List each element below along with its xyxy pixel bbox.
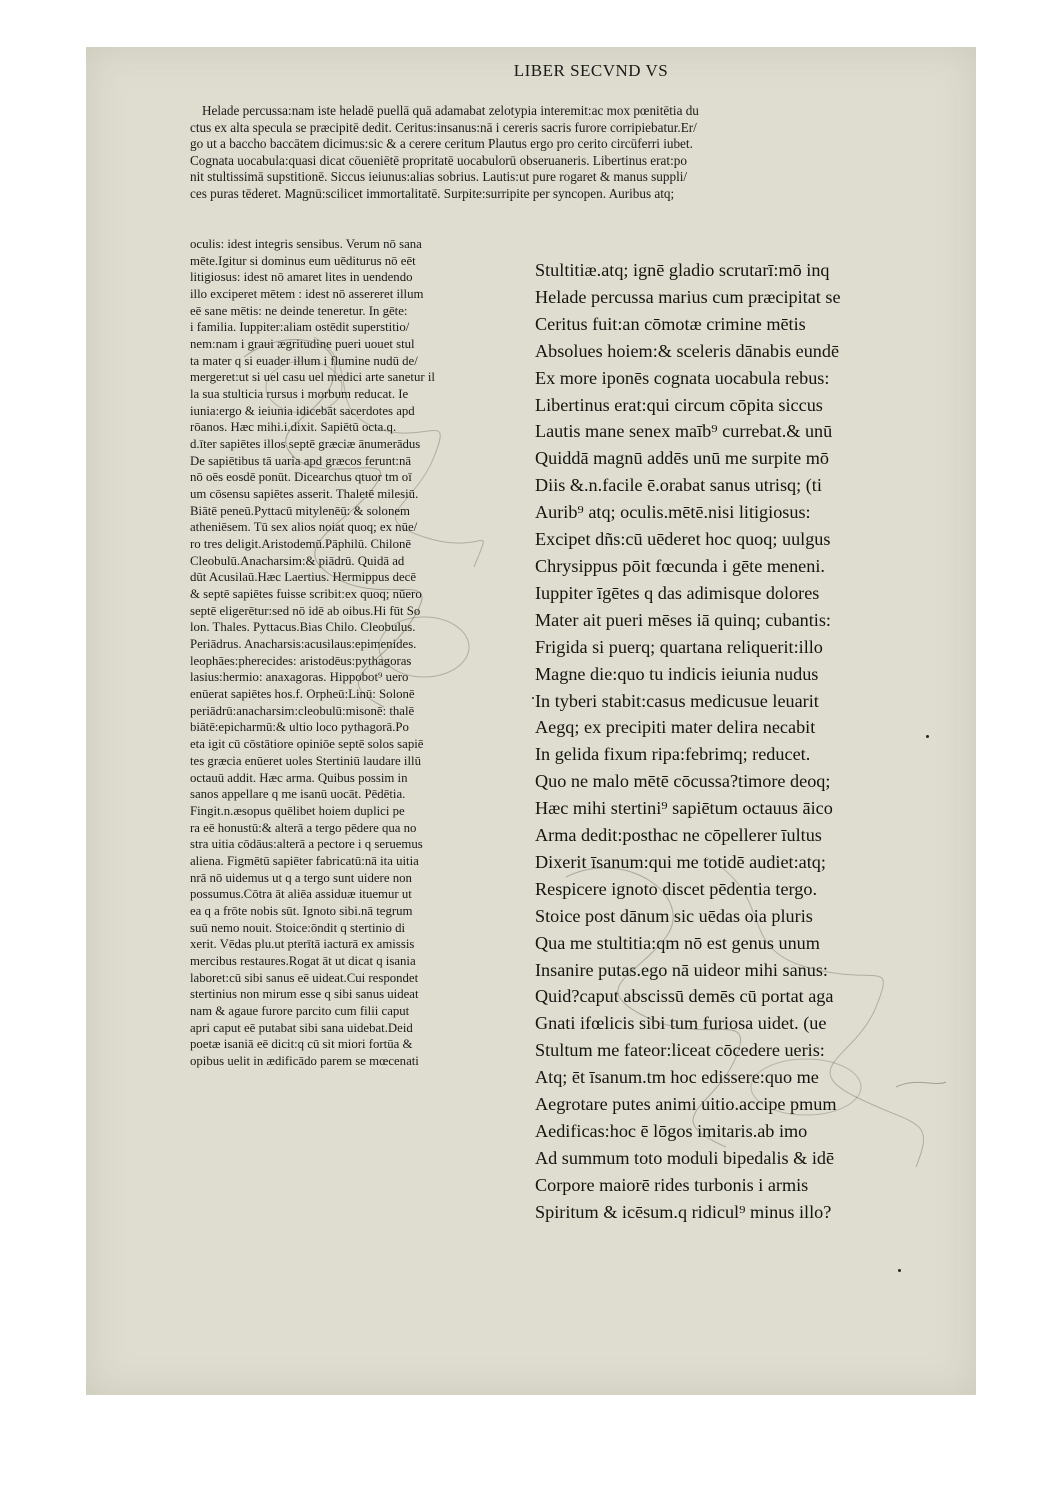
verse-line: Arma dedit:posthac ne cōpellerer īultus [535,825,822,846]
verse-line: Magne die:quo tu indicis ieiunia nudus [535,663,819,684]
commentary-line: nō oēs eosdē ponūt. Dicearchus qtuor tm oī [190,470,412,485]
commentary-line: stra uitia cōdāus:alterā a pectore i q seruemus [190,837,423,852]
commentary-line: Periādrus. Anacharsis:acusilaus:epimenides. [190,637,417,652]
commentary-line: oculis: idest integris sensibus. Verum nō sana [190,237,422,251]
commentary-line: apri caput eē putabat sibi sana uidebat.Deid [190,1020,413,1035]
commentary-line: um cōsensu sapiētes asserit. Thaletē milesiū. [190,487,419,502]
verse-line: Qua me stultitia:qm nō est genus unum [535,932,820,953]
commentary-line: lasius:hermio: anaxagoras. Hippobot⁹ uero [190,670,409,685]
verse-line: In tyberi stabit:casus medicusue leuarit [535,690,819,711]
verse-line: Libertinus erat:qui circum cōpita siccus [535,394,823,415]
commentary-line: periādrū:anacharsim:cleobulū:misonē: thalē [190,703,415,718]
commentary-line: ra eē honustū:& alterā a tergo pēdere qua no [190,820,417,835]
commentary-line: octauū addit. Hæc arma. Quibus possim in [190,770,408,785]
commentary-line: biātē:epicharmū:& ultio loco pythagorā.Po [190,720,409,735]
verse-line: Chrysippus pōit fœcunda i gēte meneni. [535,555,825,576]
commentary-line: nit stultissimā supstitionē. Siccus ieiunus:alias sobrius. Lautis:ut pure rogaret & manus suppli/ [190,169,688,185]
verse-line: Respicere ignoto discet pēdentia tergo. [535,878,817,899]
commentary-line: ctus ex alta specula se præcipitē dedit. Ceritus:insanus:nā i cereris sacris furore corripiebatur.Er/ [190,119,697,135]
verse-line: Spiritum & icēsum.q ridicul⁹ minus illo? [535,1201,832,1222]
commentary-line: opibus uelit in ædificādo parem se mœcenati [190,1053,419,1068]
commentary-line: stertinius non mirum esse q sibi sanus uideat [190,987,419,1002]
commentary-line: iunia:ergo & ieiunia idicebāt sacerdotes apd [190,403,415,418]
commentary-line: xerit. Vēdas plu.ut pterītā iacturā ex amissis [190,937,415,952]
verse-line: Ceritus fuit:an cōmotæ crimine mētis [535,313,806,334]
commentary-line: nam & agaue furore parcito cum filii caput [190,1003,410,1018]
commentary-line: sanos appellare q me isanū uocāt. Pēdētia. [190,787,406,802]
commentary-line: rōanos. Hæc mihi.i.dixit. Sapiētū octa.q. [190,420,397,435]
verse-line: Aedificas:hoc ē lōgos imitaris.ab imo [535,1121,808,1141]
commentary-line: litigiosus: idest nō amaret lites in uendendo [190,270,413,285]
commentary-line: atheniēsem. Tū sex alios noiat quoq; ex nūe/ [190,520,418,535]
commentary-line: i familia. Iuppiter:aliam ostēdit superstitio/ [190,320,410,335]
commentary-line: laboret:cū sibi sanus eē uideat.Cui respondet [190,970,419,985]
commentary-line: Cognata uocabula:quasi dicat cōueniētē propritatē uocabulorū obseruaneris. Libertinus erat:po [190,152,687,168]
commentary-line: Fingit.n.æsopus quēlibet hoiem duplici pe [190,803,405,818]
verse-line: Gnati ifœlicis sibi tum furiosa uidet. (ue [535,1013,827,1034]
verse-line: Lautis mane senex maīb⁹ currebat.& unū [535,421,833,442]
verse-line: Frigida si puerq; quartana reliquerit:illo [535,636,823,657]
commentary-line: dūt Acusilaū.Hæc Laertius. Hermippus decē [190,570,417,585]
verse-line: Ex more iponēs cognata uocabula rebus: [535,367,830,388]
commentary-line: septē eligerētur:sed nō idē ab oibus.Hi fūt So [190,603,421,618]
commentary-line: nem:nam i graui ægritudine pueri uouet stul [190,337,415,352]
running-head [86,61,976,81]
commentary-line: d.īter sapiētes illos septē græciæ ānumerādus [190,437,421,452]
commentary-line: ea q a frōte nobis sūt. Ignoto sibi.nā tegrum [190,903,413,918]
ink-speck [898,1269,901,1272]
verse-line: Aegrotare putes animi uitio.accipe pmum [535,1094,837,1115]
verse-line: Helade percussa marius cum præcipitat se [535,286,841,307]
verse-line: Excipet dñs:cū uēderet hoc quoq; uulgus [535,529,831,550]
commentary-line: nrā nō uidemus ut q a tergo sunt uidere non [190,870,412,885]
commentary-line: eē sane mētis: ne deinde teneretur. In gēte: [190,303,408,318]
verse-line: Stultitiæ.atq; ignē gladio scrutarī:mō inq [535,260,830,280]
verse-line: Ad summum toto moduli bipedalis & idē [535,1147,835,1168]
commentary-line: mēte.Igitur si dominus eum uēditurus nō eēt [190,253,416,268]
verse-line: Aurib⁹ atq; oculis.mētē.nisi litigiosus: [535,502,811,523]
verse-line: Mater ait pueri mēses iā quinq; cubantis: [535,609,831,630]
commentary-line: illo exciperet mētem : idest nō assereret illum [190,287,424,302]
commentary-line: ro tres deligit.Aristodemū.Pāphilū. Chilonē [190,537,412,552]
commentary-left-column [190,236,526,1070]
commentary-line: Biātē peneū.Pyttacū mitylenēū: & solonem [190,503,410,518]
verse-line: Atq; ēt īsanum.tm hoc edissere:quo me [535,1067,819,1088]
verse-line: Stoice post dānum sic uēdas oia pluris [535,905,813,926]
commentary-line: suū nemo nouit. Stoice:ōndit q stertinio di [190,920,406,935]
ink-speck [926,735,929,738]
commentary-line: la sua stulticia rursus i morbum reducat. Ie [190,387,409,402]
verse-line: Quiddā magnū addēs unū me surpite mō [535,448,829,469]
verse-line: Diis &.n.facile ē.orabat sanus utrisq; (ti [535,475,822,496]
commentary-line: enūerat sapiētes hos.f. Orpheū:Linū: Solonē [190,687,415,702]
commentary-line: poetæ isaniā eē dicit:q cū sit miori fortūa & [190,1037,413,1052]
verse-line: In gelida fixum ripa:febrimq; reducet. [535,744,811,765]
verse-line: Hæc mihi stertini⁹ sapiētum octauus āico [535,798,833,819]
verse-line: Quid?caput abscissū demēs cū portat aga [535,986,834,1007]
commentary-line: ta mater q si euader illum i flumine nudū de/ [190,353,418,368]
commentary-line: go ut a baccho baccātem dicimus:sic & a cerere ceritum Plautus ergo pro cerito circūferri iubet. [190,136,693,152]
ink-speck [532,697,534,699]
commentary-line: ces puras tēderet. Magnū:scilicet immortalitatē. Surpite:surripite per syncopen. Auribus atq; [190,185,675,201]
verse-column [535,257,965,1226]
verse-line: Absolues hoiem:& sceleris dānabis eundē [535,340,840,361]
commentary-line: lon. Thales. Pyttacus.Bias Chilo. Cleobulus. [190,620,416,635]
verse-line: Iuppiter īgētes q das adimisque dolores [535,582,820,603]
commentary-line: mergeret:ut si uel casu uel medici arte sanetur il [190,370,435,385]
commentary-line: De sapiētibus tā uaria apd græcos ferunt:nā [190,453,412,468]
verse-line: Corpore maiorē rides turbonis i armis [535,1174,809,1195]
commentary-line: mercibus restaures.Rogat āt ut dicat q isania [190,953,416,968]
commentary-line: Cleobulū.Anacharsim:& piādrū. Quidā ad [190,553,405,568]
verse-line: Dixerit īsanum:qui me totidē audiet:atq; [535,851,826,872]
verse-line: Insanire putas.ego nā uideor mihi sanus: [535,959,828,980]
scanned-page [86,47,976,1395]
commentary-line: possumus.Cōtra āt aliēa assiduæ ituemur ut [190,887,412,902]
commentary-line: Helade percussa:nam iste heladē puellā quā adamabat zelotypia interemit:ac mox pœnitētia du [202,103,699,118]
verse-line: Stultum me fateor:liceat cōcedere ueris: [535,1040,825,1061]
commentary-line: & septē sapiētes fuisse scribit:ex quoq; nūero [190,587,422,602]
commentary-line: aliena. Figmētū sapiēter fabricatū:nā ita uitia [190,853,419,868]
commentary-line: leophāes:pherecides: aristodēus:pythagoras [190,653,412,668]
commentary-line: eta igit cū cōstātiore opiniōe septē solos sapiē [190,737,424,752]
running-head-text: LIBER SECVND VS [513,61,669,80]
verse-line: Aegq; ex precipiti mater delira necabit [535,717,816,738]
verse-line: Quo ne malo mētē cōcussa?timore deoq; [535,771,831,792]
commentary-top-block [190,103,930,203]
commentary-line: tes græcia enūeret uoles Stertiniū laudare illū [190,753,421,768]
